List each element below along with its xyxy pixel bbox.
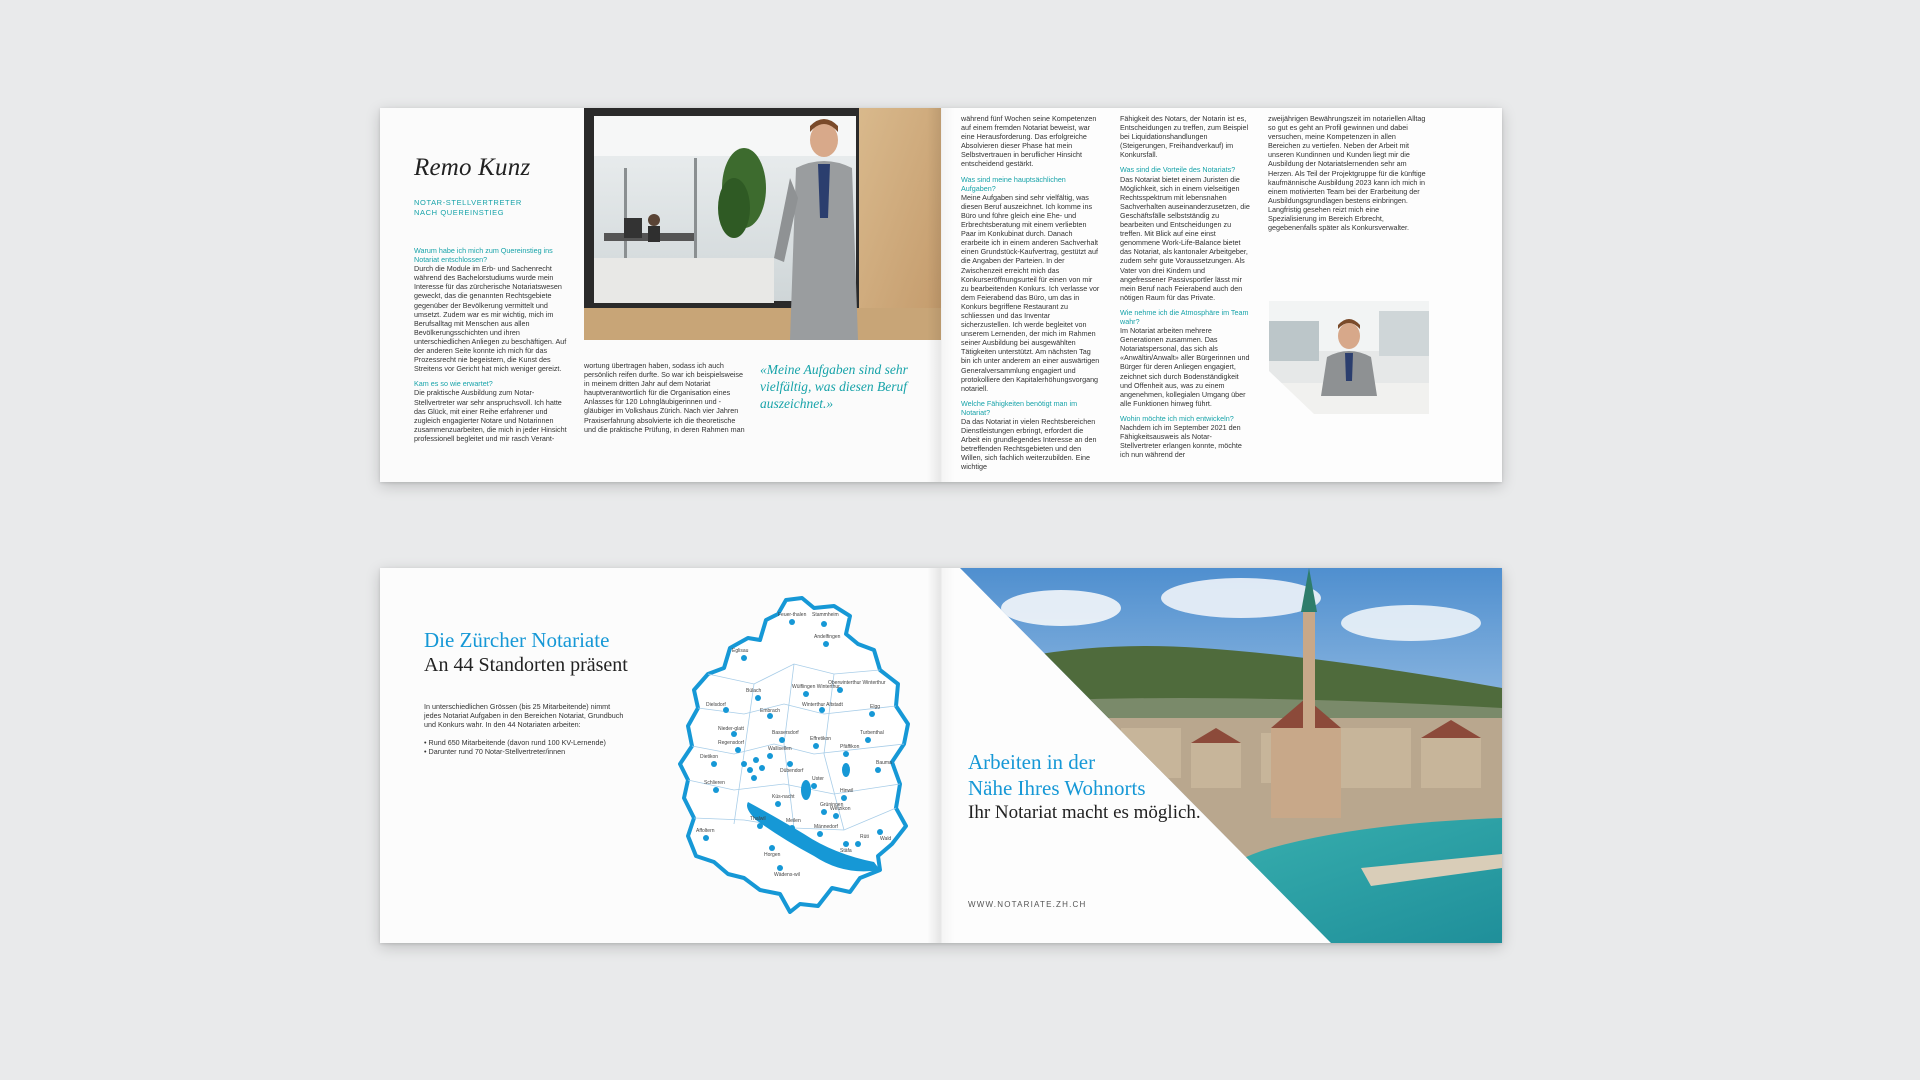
map-place-label: Hinwil [840, 788, 854, 794]
map-place-label: Regensdorf [718, 740, 744, 746]
bullet-item: • Darunter rund 70 Notar-Stellvertreter/innen [424, 747, 566, 757]
map-place-label: Turbenthal [860, 730, 884, 736]
left-page-top [380, 108, 941, 482]
paragraph: Durch die Module im Erb- und Sachenrecht während des Bachelorstudiums wurde mein Interesse für das zürcherische Notariatswesen geweckt, das die genannten Rechtsgebiete gegenüber der Bevölkerung vermittelt und umsetzt. Zudem war es mir wichtig, mich im Berufsalltag mit Menschen aus allen Bevölkerungsschichten und ihren unterschiedlichen Anliegen zu beschäftigen. Auf der anderen Seite konnte ich mich für das Prozessrecht nie begeistern, die Kunst des Streitens vor Gericht hat mich weniger gereizt. [414, 264, 567, 374]
intro-block [424, 702, 624, 756]
person-name: Remo Kunz [414, 154, 531, 181]
title-line-1: Die Zürcher Notariate [424, 628, 610, 652]
map-place-label: Wülflingen Winterthur [792, 684, 840, 690]
map-place-label: Küs-nacht [772, 794, 795, 800]
map-place-label: Elgg [870, 704, 881, 710]
question-heading: Kam es so wie erwartet? [414, 379, 493, 389]
map-place-label: Andelfingen [814, 634, 841, 640]
paragraph: während fünf Wochen seine Kompetenzen auf einem fremden Notariat beweist, war eine Herausforderung. Das erfolgreiche Absolvieren dieser Phase hat mein Selbstvertrauen in beruflicher Hinsicht entscheidend gestärkt. [961, 114, 1097, 169]
section-title [424, 628, 664, 677]
question-heading: Welche Fähigkeiten benötigt man im Notariat? [961, 398, 1078, 417]
paragraph: Fähigkeit des Notars, der Notarin ist es, Entscheidungen zu treffen, zum Beispiel bei Liquidationshandlungen (Steigerungen, Freihandverkauf) im Konkursfall. [1120, 114, 1249, 160]
text-column-2 [584, 361, 746, 436]
map-place-label: Affoltern [696, 828, 715, 834]
map-place-label: Oberwinterthur Winterthur [828, 680, 886, 686]
map-place-label: Grüningen [820, 802, 844, 808]
claim-line-2: Nähe Ihres Wohnorts [968, 776, 1146, 800]
map-place-label: Meilen [786, 818, 801, 824]
fold-shadow [927, 108, 955, 482]
paragraph: wortung übertragen haben, sodass ich auch persönlich reifen durfte. So war ich beispielsweise in meinem dritten Jahr auf dem Notariat hauptverantwortlich für die Organisation eines Anlasses für 120 Lohngläubigerinnen und -gläubiger im Volkshaus Zürich. Nach vier Jahren Praxiserfahrung absolvierte ich die theoretische und die praktische Prüfung, in deren Rahmen man [584, 361, 745, 434]
paragraph: Im Notariat arbeiten mehrere Generationen zusammen. Das Notariatspersonal, das sich als «Anwältin/Anwalt» aller Bürgerinnen und Bürger für deren Anliegen engagiert, zeichnet sich durch Bodenständigkeit und Offenheit aus, was zu einem angenehmen, kollegialen Umgang über alle Funktionen hinweg führt. [1120, 326, 1250, 408]
map-place-label: Männedorf [814, 824, 838, 830]
left-page-bottom [380, 568, 941, 943]
claim-block [968, 749, 1228, 825]
brochure-spread-top [380, 108, 1502, 482]
claim-line-3: Ihr Notariat macht es möglich. [968, 802, 1201, 823]
map-place-label: Bassersdorf [772, 730, 799, 736]
map-place-label: Bülach [746, 688, 762, 694]
question-heading: Wie nehme ich die Atmosphäre im Team wahr? [1120, 307, 1249, 326]
paragraph: Die praktische Ausbildung zum Notar-Stellvertreter war sehr anspruchsvoll. Ich hatte das Glück, mit einer Reihe erfahrener und zugleich engagierter Notare und Notarinnen zusammenzuarbeiten, die mich in jeder Hinsicht professionell begleitet und mir rasch Verant- [414, 388, 567, 443]
map-place-label: Rüti [860, 834, 869, 840]
brochure-spread-bottom [380, 568, 1502, 943]
paragraph: Das Notariat bietet einem Juristen die Möglichkeit, sich in einem vielseitigen Rechtsspektrum mit lebensnahen Sachverhalten auseinanderzusetzen, die Geschäftsfälle selbstständig zu bearbeiten und Entscheidungen zu treffen. Mit Blick auf eine einst genommene Work-Life-Balance bietet das Notariat, als kantonaler Arbeitgeber, zudem sehr gute Voraussetzungen. Als Vater von drei Kindern und angefressener Passivsportler lässt mir mein Beruf nach Feierabend auch den nötigen Raum für das Private. [1120, 174, 1250, 302]
map-place-label: Horgen [764, 852, 781, 858]
map-place-label: Thalwil [750, 816, 766, 822]
church-building [1271, 728, 1341, 818]
paragraph: Da das Notariat in vielen Rechtsbereichen Dienstleistungen erbringt, erfordert die Arbeit ein grundlegendes Interesse an den betreffenden Rechtsgebieten und den Willen, sich fachlich weiterzubilden. Eine wichtige [961, 417, 1097, 472]
role-line-1: NOTAR-STELLVERTRETER [414, 198, 522, 207]
right-page-bottom [941, 568, 1502, 943]
bullet-item: • Rund 650 Mitarbeitende (davon rund 100 KV-Lernende) [424, 738, 606, 748]
map-place-label: Wald [880, 836, 892, 842]
desk-photo [1269, 301, 1429, 414]
question-heading: Wohin möchte ich mich entwickeln? [1120, 413, 1234, 423]
right-page-top [941, 108, 1502, 482]
lake-greifensee [801, 780, 811, 800]
map-place-label: Nieder-glatt [718, 726, 744, 732]
map-place-label: Uster [812, 776, 824, 782]
map-place-label: Stäfa [840, 848, 852, 854]
map-place-label: Wädens-wil [774, 872, 800, 878]
title-line-2: An 44 Standorten präsent [424, 654, 628, 676]
map-place-label: Wetzikon [830, 806, 851, 812]
map-place-label: Feuer-thalen [778, 612, 807, 618]
fold-shadow [927, 568, 955, 943]
map-place-label: Pfäffikon [840, 744, 860, 750]
paragraph: Meine Aufgaben sind sehr vielfältig, was diesen Beruf auszeichnet. Ich komme ins Büro und führe gleich eine Ehe- und Erbrechtsberatung mit einem verliebten Paar im Konkubinat durch. Danach erarbeite ich in einem anderen Sachverhalt einen Grundstück-Kaufvertrag, gestützt auf die Angaben der Parteien. In der Zwischenzeit erreicht mich das Konkurseröffnungsurteil für einen von mir zu bearbeitenden Konkurs. Ich verlasse vor dem Feierabend das Büro, um das in Konkurs begriffene Restaurant zu schliessen und das Inventar sicherzustellen. Ich werde begleitet von unserem Lernenden, der mich im Rahmen seiner Ausbildung bei ausgewählten Tätigkeiten unterstützt. Am nächsten Tag bin ich unter anderem an einer auswärtigen Generalversammlung engagiert und protokolliere den Kapitalerhöhungsvorgang notariell. [961, 192, 1100, 393]
map-place-label: Wallisellen [768, 746, 792, 752]
text-column-4 [1120, 114, 1250, 461]
map-place-label: Dübendorf [780, 768, 804, 774]
office-scene-image [584, 108, 941, 340]
question-heading: Was sind meine hauptsächlichen Aufgaben? [961, 174, 1066, 193]
role-line-2: NACH QUEREINSTIEG [414, 208, 505, 217]
map-place-label: Stammheim [812, 612, 839, 618]
lake-pfaeffikersee [842, 763, 850, 777]
map-place-label: Dielsdorf [706, 702, 726, 708]
map-place-label: Winterthur Altstadt [802, 702, 843, 708]
text-column-3 [961, 114, 1101, 474]
map-place-label: Dietikon [700, 754, 719, 760]
map-place-label: Schlieren [704, 780, 725, 786]
portrait-photo [584, 108, 941, 340]
claim-line-1: Arbeiten in der [968, 750, 1096, 774]
paragraph: zweijährigen Bewährungszeit im notariellen Alltag so gut es geht an Profil gewinnen und dabei versuchen, meine Kompetenzen in allen Bereichen zu vertiefen. Neben der Arbeit mit unseren Kundinnen und Kunden liegt mir die Ausbildung der Notariatslernenden sehr am Herzen. Als Teil der Projektgruppe für die künftige kaufmännische Ausbildung 2023 kann ich mich in einem motivierten Team bei der Erarbeitung der Ausbildungsgrundlagen bestens einbringen. Langfristig gesehen reizt mich eine Spezialisierung im Bereich Erbrecht, gegebenenfalls später als Konkursverwalter. [1268, 114, 1426, 233]
canton-map [674, 594, 914, 914]
person-role [414, 198, 554, 218]
text-column-5 [1268, 114, 1428, 234]
pull-quote: «Meine Aufgaben sind sehr vielfältig, was diesen Beruf auszeichnet.» [760, 362, 908, 411]
desk-scene-image [1269, 301, 1429, 414]
website-url[interactable]: WWW.NOTARIATE.ZH.CH [968, 900, 1087, 909]
question-heading: Was sind die Vorteile des Notariats? [1120, 165, 1236, 175]
text-column-1 [414, 246, 569, 445]
map-place-label: Bauma [876, 760, 892, 766]
map-place-label: Effretikon [810, 736, 832, 742]
map-place-label: Eglisau [732, 648, 749, 654]
paragraph: Nachdem ich im September 2021 den Fähigkeitsausweis als Notar-Stellvertreter erlangen konnte, möchte ich nun während der [1120, 423, 1242, 460]
question-heading: Warum habe ich mich zum Quereinstieg ins Notariat entschlossen? [414, 246, 553, 265]
map-place-label: Embrach [760, 708, 781, 714]
intro-paragraph: In unterschiedlichen Grössen (bis 25 Mitarbeitende) nimmt jedes Notariat Aufgaben in den Bereichen Notariat, Grundbuch und Konkurs wahr. In den 44 Notariaten arbeiten: [424, 702, 624, 730]
